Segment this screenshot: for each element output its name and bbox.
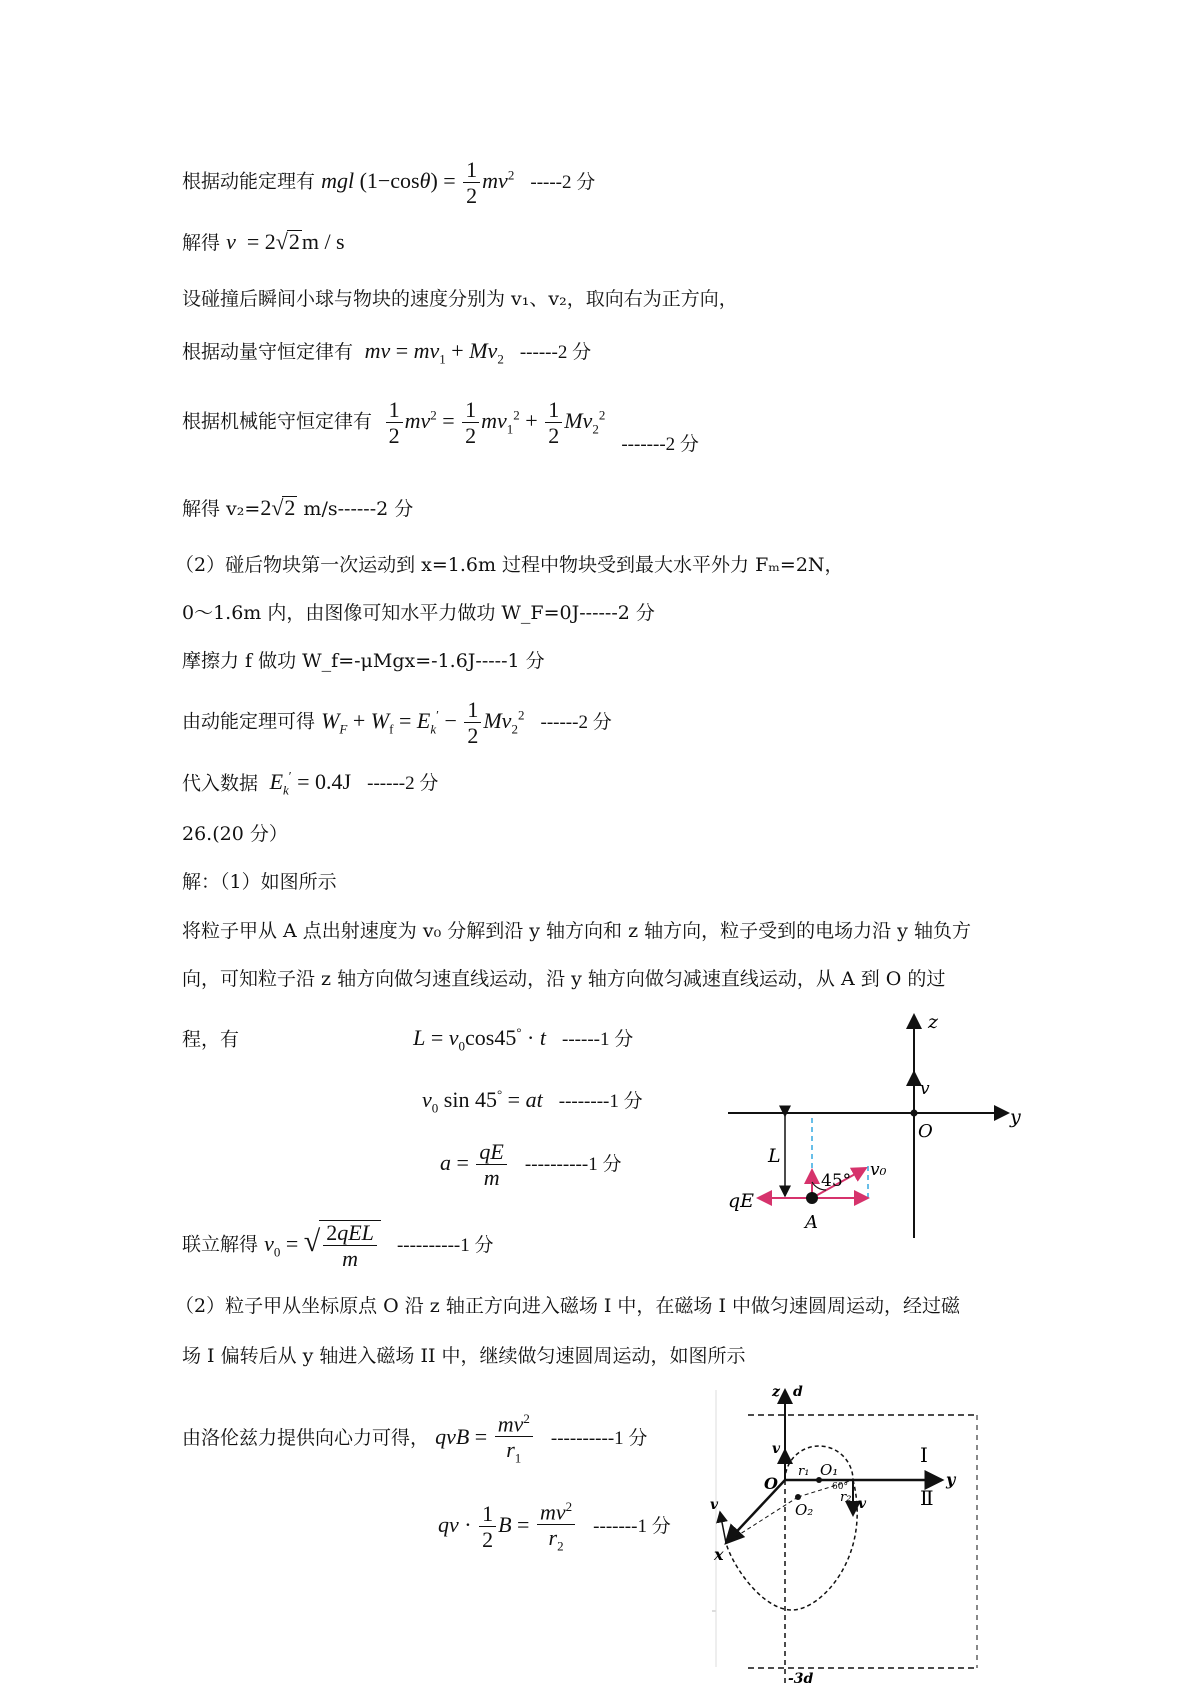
point-A-dot bbox=[806, 1192, 818, 1204]
x-axis-label: x bbox=[714, 1545, 724, 1564]
formula-L: $L = v_0\cos 45^\circ \cdot t$ bbox=[413, 1025, 546, 1054]
formula-v0-value: $v_0$ = √ $\frac{\text{2qEL}}{m}$ bbox=[264, 1231, 381, 1256]
angle-label: 45° bbox=[821, 1171, 852, 1191]
point-A-label: A bbox=[805, 1212, 818, 1233]
line-momentum-conservation: 根据动量守恒定律有 mv = $mv_1 + Mv_2$ ------2 分 bbox=[182, 338, 592, 367]
z-axis-label: z bbox=[928, 1011, 939, 1033]
line-part2-desc-1: （2）粒子甲从坐标原点 O 沿 z 轴正方向进入磁场 I 中，在磁场 I 中做匀速圆周运动，经过磁 bbox=[175, 1295, 961, 1317]
origin-label: O bbox=[918, 1121, 933, 1142]
center-O2-dot bbox=[795, 1494, 801, 1500]
line-kinetic-energy-theorem: 根据动能定理有 mgl (1−cosθ) = $\frac{1}{2}$ $mv^2$ -----2 分 bbox=[182, 157, 596, 209]
formula-v-value: v = 2√2m / s bbox=[226, 229, 345, 254]
line-work-force: 0～1.6m 内，由图像可知水平力做功 W_F=0J------2 分 bbox=[182, 602, 655, 624]
line-solve-v: 解得 v = 2√2m / s bbox=[182, 229, 345, 254]
O2-label: O₂ bbox=[795, 1501, 814, 1519]
velocity-at-x-axis bbox=[720, 1512, 726, 1543]
d-label: d bbox=[793, 1384, 803, 1400]
angle-60-label: 60° bbox=[832, 1482, 848, 1492]
y-axis-label: y bbox=[1010, 1106, 1021, 1128]
velocity-label-y: v bbox=[858, 1496, 867, 1512]
line-collision-setup: 设碰撞后瞬间小球与物块的速度分别为 v₁、v₂，取向右为正方向， bbox=[182, 288, 738, 310]
z-axis-label: z bbox=[772, 1384, 780, 1400]
region-I-label: Ⅰ bbox=[920, 1443, 928, 1467]
line-v0-sin: $v_0$ sin 45° = at --------1 分 bbox=[422, 1087, 643, 1116]
line-decompose-2: 向，可知粒子沿 z 轴方向做匀速直线运动，沿 y 轴方向做匀减速直线运动，从 A 到 O 的过 bbox=[182, 968, 946, 990]
v0-label: v₀ bbox=[870, 1160, 887, 1180]
qE-label: qE bbox=[728, 1190, 755, 1212]
line-combine: 联立解得 $v_0$ = √ $\frac{\text{2qEL}}{m}$ ----------1 分 bbox=[182, 1220, 494, 1272]
length-L-label: L bbox=[768, 1145, 781, 1167]
neg3d-label: -3d bbox=[788, 1671, 814, 1687]
line-acceleration: a = $\frac{qE}{m}$ ----------1 分 bbox=[440, 1139, 622, 1191]
circle-path-region-2 bbox=[726, 1480, 857, 1610]
formula-ek-value: $E_k' = 0.4J$ bbox=[269, 769, 352, 798]
formula-qv-half-B: qv · $\frac{1}{2}$ B = $\frac{mv^2}{r_2}$ bbox=[438, 1512, 577, 1537]
electric-field-diagram bbox=[728, 1010, 1028, 1255]
region-II-label: Ⅱ bbox=[920, 1486, 934, 1510]
formula-work-energy: $W_F + W_f = E_k'$ − $\frac{1}{2}$ $Mv_2^2$ bbox=[321, 697, 525, 749]
velocity-label: v bbox=[920, 1079, 930, 1099]
O1-label: O₁ bbox=[820, 1461, 839, 1479]
origin-dot bbox=[911, 1110, 918, 1117]
formula-momentum: mv = $mv_1 + Mv_2$ bbox=[364, 338, 504, 367]
magnetic-field-diagram bbox=[712, 1385, 994, 1685]
line-solve-v2: 解得 v₂=2√2 m/s------2 分 bbox=[182, 495, 414, 520]
question-26-heading: 26.(20 分） bbox=[182, 823, 288, 845]
formula-kinetic-energy: mgl (1−cosθ) = $\frac{1}{2}$ $mv^2$ bbox=[321, 157, 515, 209]
velocity-label-x: v bbox=[710, 1497, 719, 1513]
line-process: 程，有 $L = v_0\cos 45^\circ \cdot t$ ------1 分 bbox=[182, 1025, 634, 1054]
velocity-label-origin: v bbox=[772, 1441, 781, 1457]
formula-v2-value: 2√2 bbox=[260, 495, 296, 520]
formula-energy: $\frac{1}{2}$ $mv^2$ = $\frac{1}{2}$ $mv_1^2$ + $\frac{1}{2}$ $Mv_2^2$ bbox=[378, 408, 605, 433]
line-part2-intro: （2）碰后物块第一次运动到 x=1.6m 过程中物块受到最大水平外力 Fₘ=2N， bbox=[175, 554, 844, 576]
line-substitute: 代入数据 $E_k' = 0.4J$ ------2 分 bbox=[182, 769, 439, 798]
line-work-friction: 摩擦力 f 做功 W_f=-μMgx=-1.6J-----1 分 bbox=[182, 650, 545, 672]
line-part2-desc-2: 场 I 偏转后从 y 轴进入磁场 II 中，继续做匀速圆周运动，如图所示 bbox=[182, 1345, 746, 1367]
y-axis-label: y bbox=[946, 1470, 956, 1489]
origin-label: O bbox=[764, 1474, 778, 1493]
line-energy-conservation: 根据机械能守恒定律有 $\frac{1}{2}$ $mv^2$ = $\frac{1}{2}$ $mv_1^2$ + $\frac{1}{2}$ $Mv_2^2$ -------2 分 bbox=[182, 397, 699, 455]
formula-qvB: qvB = $\frac{mv^2}{r_1}$ bbox=[435, 1424, 535, 1449]
line-lorentz-force: 由洛伦兹力提供向心力可得， qvB = $\frac{mv^2}{r_1}$ ----------1 分 bbox=[182, 1411, 648, 1466]
r2-label: r₂ bbox=[840, 1490, 852, 1505]
formula-a: a = $\frac{qE}{m}$ bbox=[440, 1150, 509, 1175]
r1-label: r₁ bbox=[798, 1464, 810, 1479]
line-lorentz-half: qv · $\frac{1}{2}$ B = $\frac{mv^2}{r_2}$ -------1 分 bbox=[438, 1499, 671, 1554]
line-solution-part1: 解：（1）如图所示 bbox=[182, 871, 337, 893]
line-decompose-1: 将粒子甲从 A 点出射速度为 v₀ 分解到沿 y 轴方向和 z 轴方向，粒子受到的电场力沿 y 轴负方 bbox=[182, 920, 971, 942]
circle-path-region-1 bbox=[785, 1446, 853, 1480]
formula-v0-sin: $v_0$ sin 45° = at bbox=[422, 1087, 543, 1116]
line-work-energy: 由动能定理可得 $W_F + W_f = E_k'$ − $\frac{1}{2}$ $Mv_2^2$ ------2 分 bbox=[182, 697, 612, 749]
